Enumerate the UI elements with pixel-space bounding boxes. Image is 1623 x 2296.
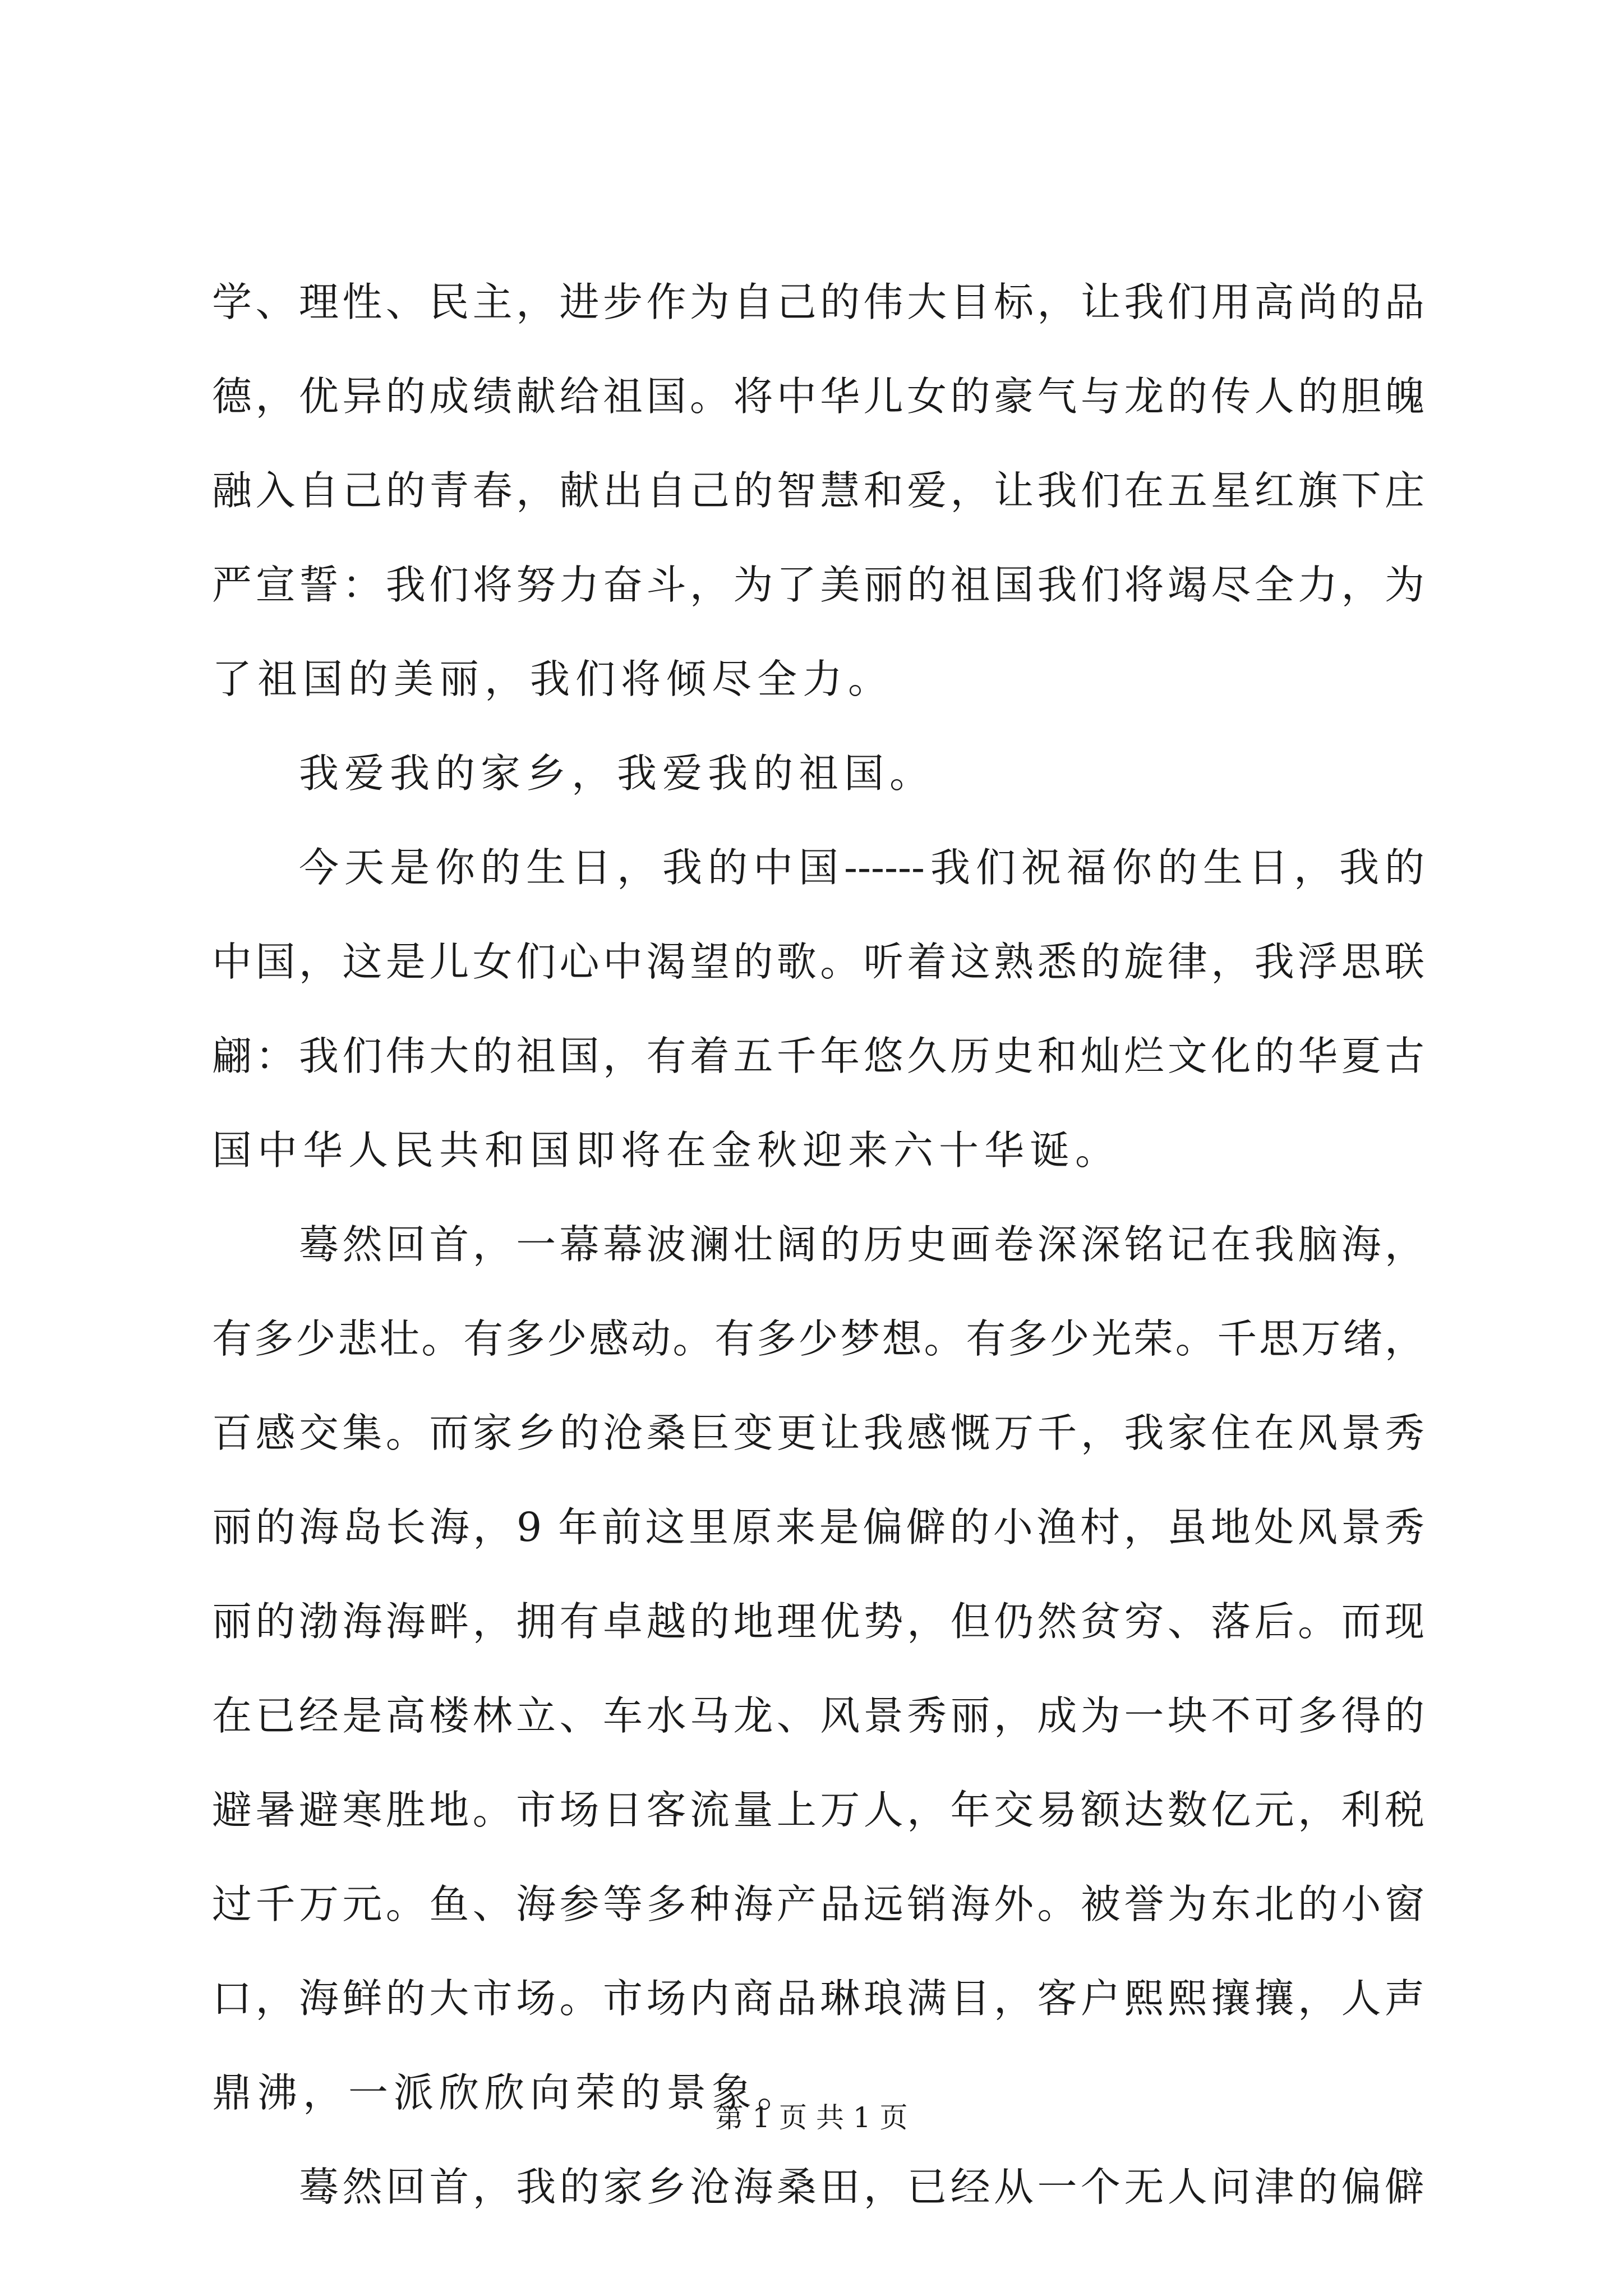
text-line: 严宣誓：我们将努力奋斗，为了美丽的祖国我们将竭尽全力，为 — [212, 562, 1424, 608]
text-line: 百感交集。而家乡的沧桑巨变更让我感慨万千，我家住在风景秀 — [212, 1410, 1424, 1456]
text-line: 鼎沸，一派欣欣向荣的景象。 — [212, 2069, 803, 2116]
text-line: 德，优异的成绩献给祖国。将中华儿女的豪气与龙的传人的胆魄 — [212, 373, 1424, 420]
text-line: 在已经是高楼林立、车水马龙、风景秀丽，成为一块不可多得的 — [212, 1692, 1424, 1739]
text-line: 口，海鲜的大市场。市场内商品琳琅满目，客户熙熙攘攘，人声 — [212, 1975, 1424, 2022]
text-line: 过千万元。鱼、海参等多种海产品远销海外。被誉为东北的小窗 — [212, 1881, 1424, 1927]
text-line: 了祖国的美丽，我们将倾尽全力。 — [212, 656, 894, 702]
text-line: 学、理性、民主，进步作为自己的伟大目标，让我们用高尚的品 — [212, 279, 1424, 325]
text-line: 我爱我的家乡，我爱我的祖国。 — [299, 750, 935, 797]
text-line: 蓦然回首，一幕幕波澜壮阔的历史画卷深深铭记在我脑海， — [299, 1221, 1424, 1268]
text-line: 有多少悲壮。有多少感动。有多少梦想。有多少光荣。千思万绪， — [212, 1315, 1424, 1362]
text-line: 避暑避寒胜地。市场日客流量上万人，年交易额达数亿元，利税 — [212, 1787, 1424, 1833]
text-line: 今天是你的生日，我的中国------我们祝福你的生日，我的 — [299, 844, 1424, 891]
text-line: 丽的渤海海畔，拥有卓越的地理优势，但仍然贫穷、落后。而现 — [212, 1598, 1424, 1645]
text-line: 蓦然回首，我的家乡沧海桑田，已经从一个无人问津的偏僻 — [299, 2164, 1424, 2210]
document-body — [212, 279, 1424, 2261]
text-line: 国中华人民共和国即将在金秋迎来六十华诞。 — [212, 1127, 1121, 1174]
text-line: 融入自己的青春，献出自己的智慧和爱，让我们在五星红旗下庄 — [212, 467, 1424, 514]
page-footer: 第 1 页 共 1 页 — [715, 2101, 908, 2134]
text-line: 中国，这是儿女们心中渴望的歌。听着这熟悉的旋律，我浮思联 — [212, 938, 1424, 985]
text-line: 翩：我们伟大的祖国，有着五千年悠久历史和灿烂文化的华夏古 — [212, 1033, 1424, 1079]
text-line: 丽的海岛长海，9 年前这里原来是偏僻的小渔村，虽地处风景秀 — [212, 1504, 1424, 1550]
